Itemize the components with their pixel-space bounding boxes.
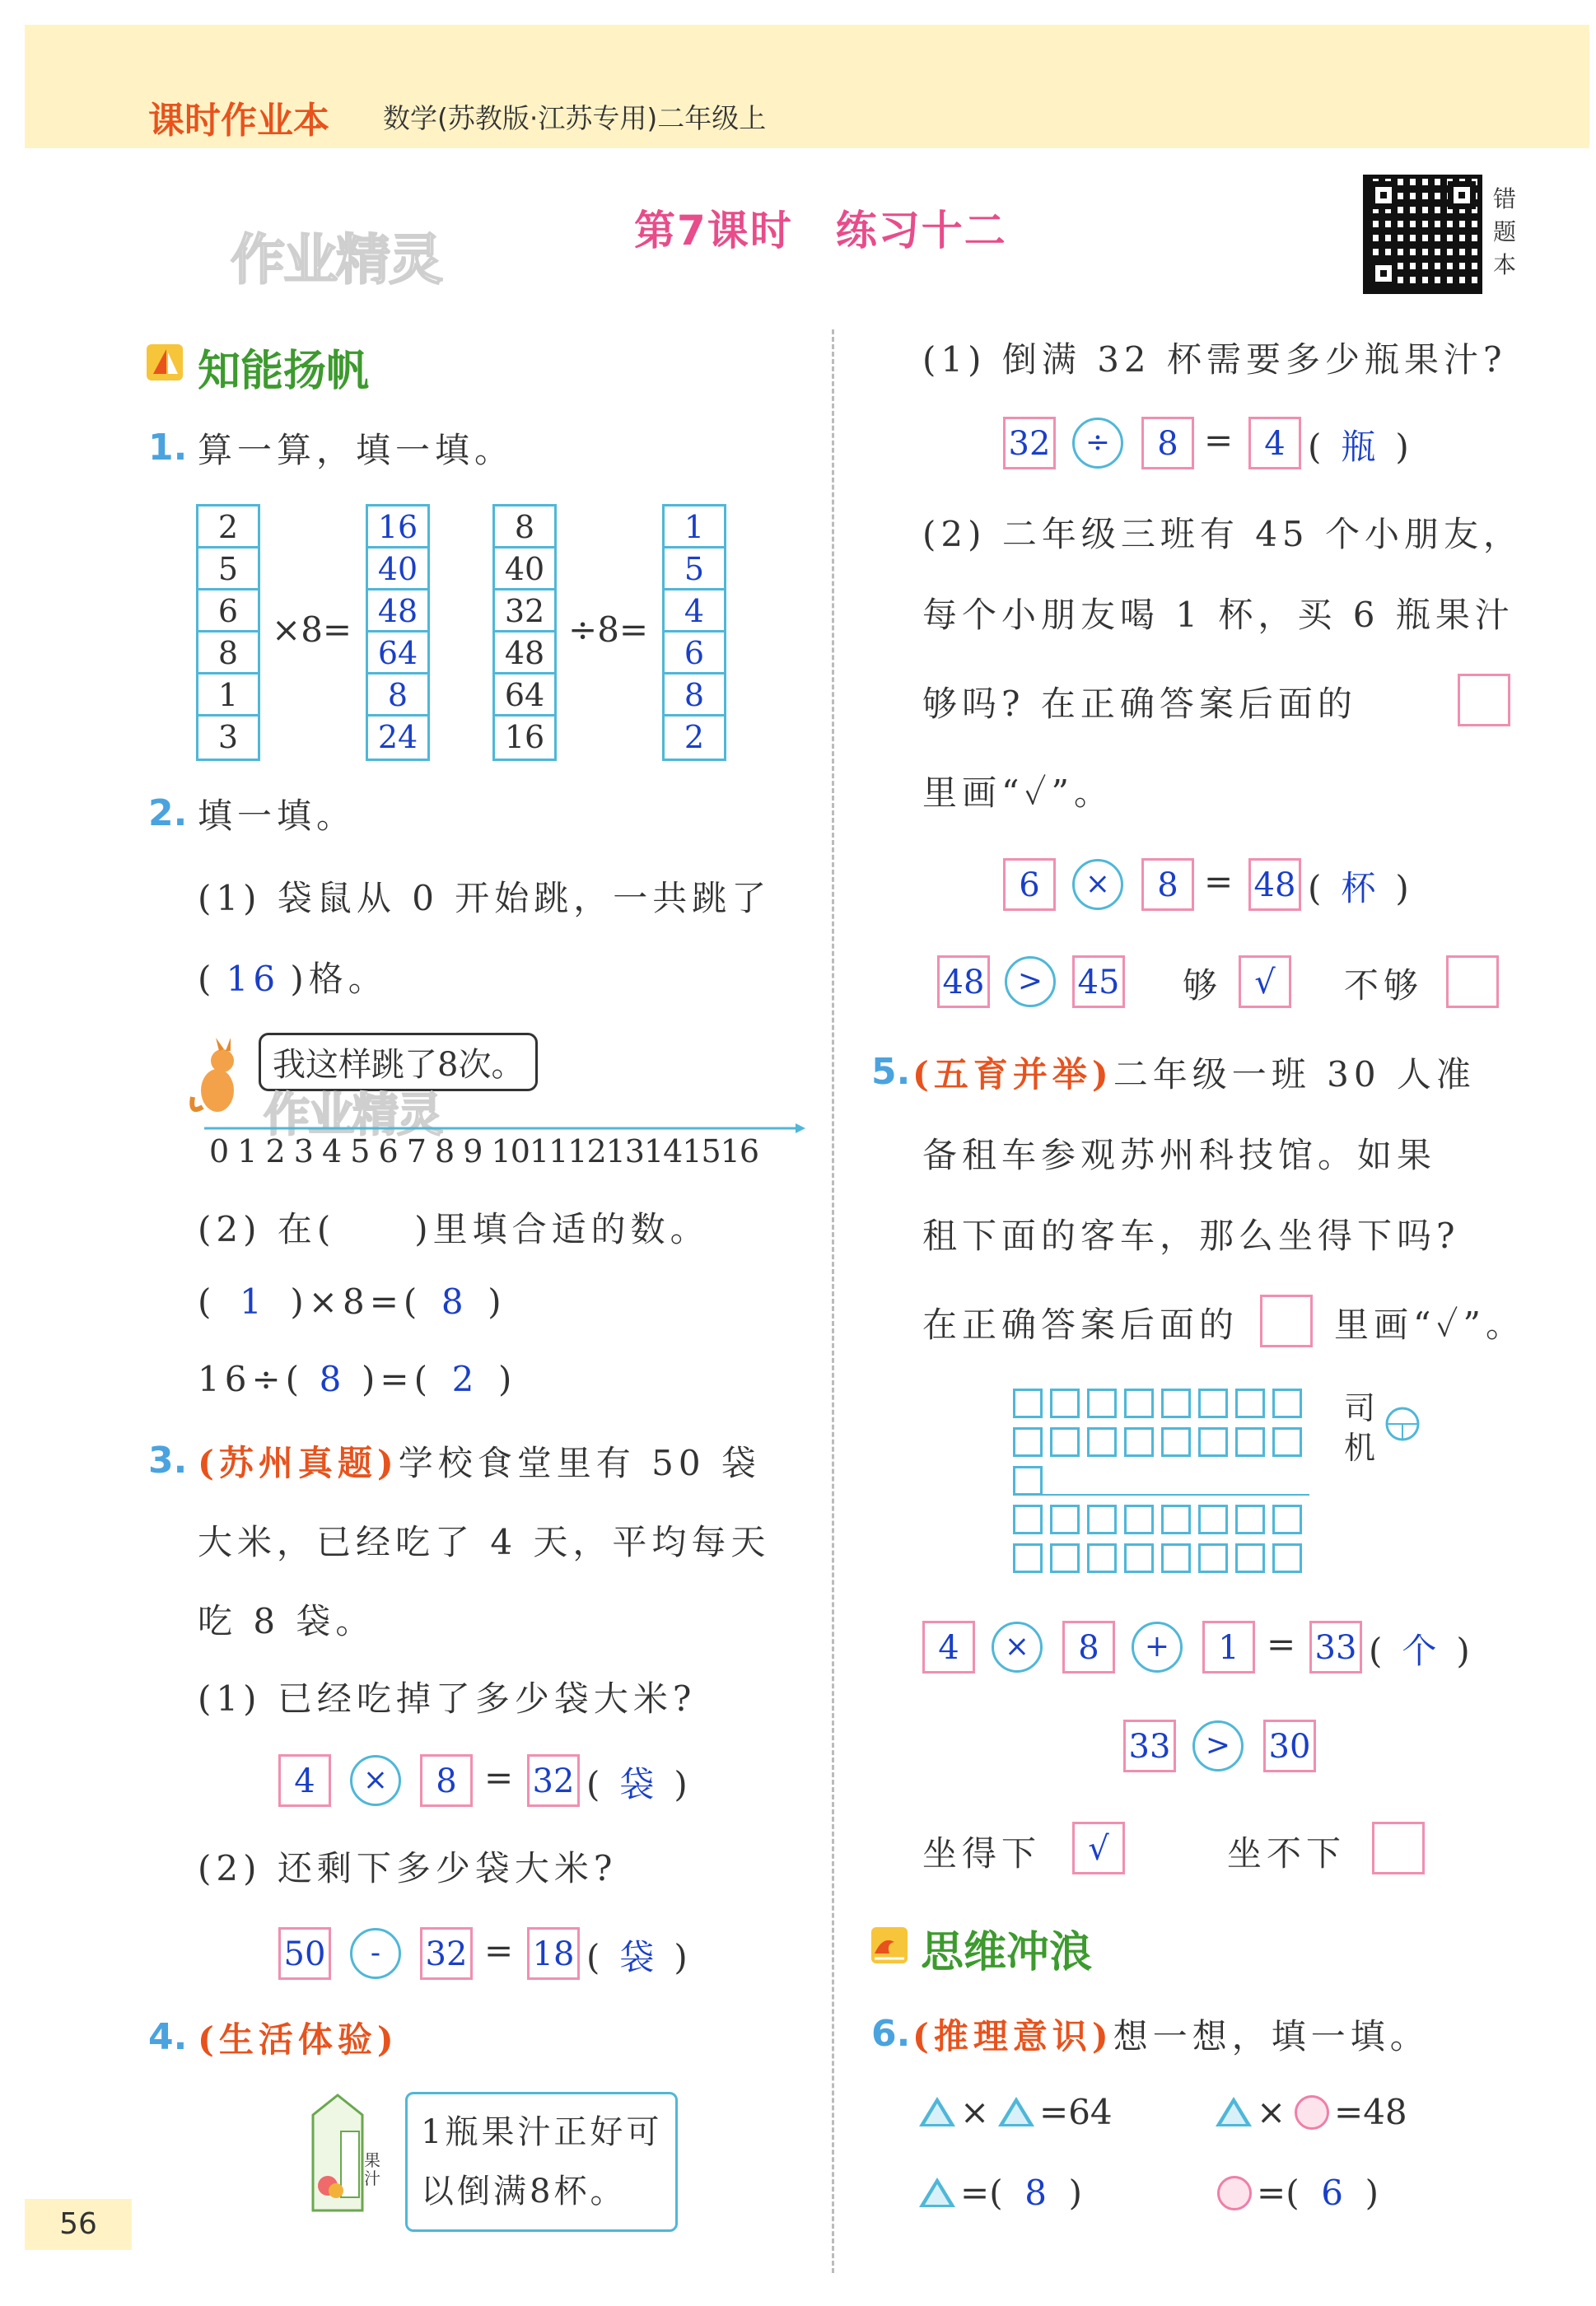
option-label: 坐不下	[1227, 1833, 1346, 1874]
unit-blank: ( 个 )	[1369, 1631, 1470, 1671]
bus-seat	[1087, 1389, 1117, 1418]
unit-blank: ( 袋 )	[586, 1937, 688, 1977]
equation-line: ( 1 )×8=( 8 )	[198, 1281, 506, 1322]
equals-sign: =	[484, 1930, 514, 1971]
equals-sign: =	[1204, 420, 1234, 460]
answer-box[interactable]: 32	[1003, 417, 1056, 469]
bus-seat	[1198, 1505, 1228, 1534]
watermark: 作业精灵	[231, 228, 441, 292]
table-cell: 3	[217, 719, 239, 755]
answer-box[interactable]: 18	[527, 1927, 580, 1980]
unit-blank: ( 袋 )	[586, 1764, 688, 1804]
legend-checkbox	[1260, 1295, 1313, 1347]
answer-box[interactable]: 33	[1123, 1720, 1176, 1772]
book-subject: 数学(苏教版·江苏专用)二年级上	[383, 102, 767, 134]
answer-box[interactable]: 4	[278, 1754, 331, 1807]
table-cell: 5	[198, 548, 258, 591]
bus-seat	[1161, 1505, 1191, 1534]
answer-cell[interactable]: 8	[368, 675, 427, 717]
equation-line: 16÷( 8 )=( 2 )	[198, 1359, 517, 1399]
operator-circle[interactable]: ×	[1072, 859, 1123, 910]
question-text: 吃 8 袋。	[198, 1601, 376, 1641]
equation-result: =64	[1039, 2092, 1113, 2132]
question-number: 3.	[148, 1440, 188, 1482]
answer-checkbox[interactable]: √	[1239, 955, 1291, 1008]
answer-box[interactable]: 30	[1263, 1720, 1316, 1772]
speech-bubble: 1瓶果汁正好可 以倒满8杯。	[405, 2092, 678, 2232]
answer-cell[interactable]: 4	[665, 591, 724, 633]
bus-seat	[1235, 1427, 1265, 1457]
table-cell: 16	[504, 719, 545, 755]
answer-checkbox[interactable]	[1372, 1822, 1425, 1874]
operator-circle[interactable]: ×	[992, 1622, 1043, 1673]
question-part: 里画“✓”。	[922, 773, 1114, 813]
answer-cell[interactable]: 1	[665, 506, 724, 548]
circle-icon	[1295, 2095, 1329, 2130]
bus-seat	[1161, 1543, 1191, 1573]
section-title-zhineng: 知能扬帆	[198, 347, 370, 396]
bus-seat	[1087, 1505, 1117, 1534]
answer-box[interactable]: 45	[1072, 955, 1125, 1008]
bus-seat	[1124, 1389, 1154, 1418]
bus-seat	[1124, 1427, 1154, 1457]
answer-box[interactable]: 48	[937, 955, 990, 1008]
bus-seat	[1235, 1505, 1265, 1534]
answer-box[interactable]: 8	[1141, 417, 1194, 469]
bus-seat	[1198, 1543, 1228, 1573]
bus-seat	[1124, 1543, 1154, 1573]
watermark: 作业精灵	[264, 1089, 441, 1142]
option-label: 坐得下	[922, 1833, 1042, 1874]
bus-seat	[1272, 1505, 1302, 1534]
question-number: 5.	[871, 1051, 911, 1093]
operator-text: ×8=	[272, 609, 352, 650]
operator-circle[interactable]: >	[1192, 1720, 1244, 1772]
triangle-icon	[919, 2097, 955, 2126]
bus-seat	[1013, 1505, 1043, 1534]
question-text: 大米，已经吃了 4 天，平均每天	[198, 1522, 771, 1562]
answer-box[interactable]: 32	[420, 1927, 473, 1980]
table-cell: 8	[495, 506, 554, 548]
answer-box[interactable]: 32	[527, 1754, 580, 1807]
bus-seat	[1124, 1505, 1154, 1534]
operator-circle[interactable]: +	[1132, 1622, 1183, 1673]
answer-blank[interactable]: 1	[240, 1281, 267, 1322]
question-text: (推理意识)想一想，填一填。	[912, 2016, 1430, 2056]
answer-box[interactable]: 8	[1141, 858, 1194, 911]
table-cell: 64	[495, 675, 554, 717]
bus-seat	[1013, 1543, 1043, 1573]
bus-seat	[1013, 1427, 1043, 1457]
question-part: (2) 二年级三班有 45 个小朋友，	[922, 514, 1523, 554]
answer-blank[interactable]: 8	[319, 1359, 347, 1399]
question-number: 6.	[871, 2013, 911, 2055]
bus-seat	[1050, 1505, 1080, 1534]
operator-text: ÷8=	[568, 609, 649, 650]
question-text: 里画“✓”。	[1334, 1305, 1526, 1345]
steering-wheel-icon	[1384, 1405, 1421, 1446]
question-part: ( 16 )格。	[198, 959, 388, 999]
equals-sign: =	[1204, 861, 1234, 902]
answer-cell[interactable]: 8	[665, 675, 724, 717]
table-answer-col-2	[662, 504, 726, 761]
question-part: (1) 已经吃掉了多少袋大米?	[198, 1678, 697, 1719]
bus-seat	[1235, 1389, 1265, 1418]
equals-sign: =	[484, 1758, 514, 1798]
number-line-labels: 0 1 2 3 4 5 6 7 8 9 10111213141516	[209, 1133, 759, 1169]
question-number: 2.	[148, 792, 188, 834]
circle-icon	[1217, 2176, 1252, 2210]
question-text: 算一算，填一填。	[198, 430, 515, 470]
carton-label: 果汁	[364, 2150, 380, 2188]
sail-icon	[147, 344, 183, 380]
unit-blank: ( 瓶 )	[1308, 427, 1409, 467]
answer-cell[interactable]: 24	[377, 719, 418, 755]
operator-circle[interactable]: -	[350, 1928, 401, 1979]
bus-seat	[1161, 1389, 1191, 1418]
answer-blank[interactable]: 2	[451, 1359, 479, 1399]
operator-circle[interactable]: ÷	[1072, 418, 1123, 469]
bus-seat	[1198, 1389, 1228, 1418]
qr-label: 错 题 本	[1492, 185, 1516, 278]
question-part: (2) 还剩下多少袋大米?	[198, 1848, 618, 1888]
bus-seat	[1272, 1543, 1302, 1573]
answer-checkbox[interactable]: √	[1072, 1822, 1125, 1874]
table-cell: 2	[198, 506, 258, 548]
juice-carton-icon	[305, 2090, 371, 2214]
table-left-col	[196, 504, 260, 761]
driver-label: 司机	[1344, 1390, 1376, 1466]
unit-blank: ( 杯 )	[1308, 868, 1409, 908]
question-text: 填一填。	[198, 796, 357, 836]
question-text: 租下面的客车，那么坐得下吗?	[922, 1216, 1460, 1256]
option-label: 不够	[1344, 965, 1424, 1006]
question-text: 在正确答案后面的	[922, 1305, 1239, 1345]
bus-seat	[1013, 1466, 1043, 1496]
answer-box[interactable]: 50	[278, 1927, 331, 1980]
equation-result: =48	[1334, 2092, 1407, 2132]
answer-cell[interactable]: 6	[665, 633, 724, 675]
triangle-icon	[919, 2178, 955, 2207]
answer-line: =( 6 )	[1257, 2173, 1379, 2213]
wave-icon	[871, 1927, 908, 1963]
table-cell: 1	[198, 675, 258, 717]
answer-box[interactable]: 33	[1309, 1621, 1362, 1673]
bus-seat	[1050, 1389, 1080, 1418]
question-number: 4.	[148, 2016, 188, 2058]
answer-line: =( 8 )	[960, 2173, 1082, 2213]
legend-checkbox	[1458, 674, 1510, 726]
bus-seat	[1050, 1543, 1080, 1573]
operator-text: ×	[960, 2092, 990, 2132]
table-cell: 48	[495, 633, 554, 675]
lesson-title: 第7课时 练习十二	[634, 207, 1007, 254]
answer-blank[interactable]: 8	[1024, 2173, 1047, 2213]
section-title-siwei: 思维冲浪	[921, 1928, 1093, 1977]
question-part: 每个小朋友喝 1 杯，买 6 瓶果汁	[922, 595, 1514, 635]
equals-sign: =	[1267, 1624, 1296, 1664]
brand-name: 课时作业本	[148, 100, 329, 142]
bus-seat	[1050, 1427, 1080, 1457]
option-label: 够	[1183, 965, 1223, 1006]
answer-cell[interactable]: 16	[368, 506, 427, 548]
answer-blank[interactable]: 16	[226, 959, 281, 999]
table-left-col-2	[492, 504, 557, 761]
operator-circle[interactable]: >	[1005, 956, 1056, 1007]
column-divider	[832, 329, 834, 2273]
answer-blank[interactable]: 8	[441, 1281, 469, 1322]
question-text: (五育并举)二年级一班 30 人准	[912, 1054, 1476, 1095]
speech-bubble: 我这样跳了8次。	[259, 1033, 538, 1091]
bus-seat	[1087, 1543, 1117, 1573]
aisle-line	[1013, 1494, 1309, 1496]
triangle-icon	[998, 2097, 1034, 2126]
bus-seat	[1235, 1543, 1265, 1573]
answer-cell[interactable]: 64	[368, 633, 427, 675]
answer-box[interactable]: 1	[1202, 1621, 1255, 1673]
bus-seat-diagram	[1013, 1389, 1334, 1586]
answer-box[interactable]: 4	[1248, 417, 1301, 469]
table-cell: 32	[495, 591, 554, 633]
answer-cell[interactable]: 2	[684, 719, 705, 755]
bus-seat	[1272, 1389, 1302, 1418]
answer-box[interactable]: 4	[922, 1621, 975, 1673]
answer-cell[interactable]: 40	[368, 548, 427, 591]
question-number: 1.	[148, 427, 188, 469]
bus-seat	[1013, 1389, 1043, 1418]
answer-box[interactable]: 48	[1248, 858, 1301, 911]
question-part: (1) 倒满 32 杯需要多少瓶果汁?	[922, 339, 1507, 380]
kangaroo-icon	[189, 1036, 247, 1118]
bus-seat	[1272, 1427, 1302, 1457]
answer-box[interactable]: 8	[1062, 1621, 1115, 1673]
answer-checkbox[interactable]	[1446, 955, 1499, 1008]
bus-seat	[1198, 1427, 1228, 1457]
operator-circle[interactable]: ×	[350, 1755, 401, 1806]
bus-seat	[1161, 1427, 1191, 1457]
table-cell: 8	[198, 633, 258, 675]
qr-code-icon[interactable]	[1363, 175, 1482, 294]
table-cell: 40	[495, 548, 554, 591]
answer-cell[interactable]: 5	[665, 548, 724, 591]
bus-seat	[1087, 1427, 1117, 1457]
question-text: (苏州真题)学校食堂里有 50 袋	[198, 1443, 761, 1483]
question-tag: (生活体验)	[198, 2019, 399, 2060]
question-part: 够吗? 在正确答案后面的	[922, 684, 1357, 724]
table-cell: 6	[198, 591, 258, 633]
question-part: (1) 袋鼠从 0 开始跳，一共跳了	[198, 878, 772, 918]
answer-box[interactable]: 8	[420, 1754, 473, 1807]
triangle-icon	[1216, 2097, 1252, 2126]
question-part: (2) 在( )里填合适的数。	[198, 1209, 710, 1249]
answer-box[interactable]: 6	[1003, 858, 1056, 911]
operator-text: ×	[1257, 2092, 1286, 2132]
answer-blank[interactable]: 6	[1321, 2173, 1343, 2213]
question-text: 备租车参观苏州科技馆。如果	[922, 1135, 1437, 1175]
answer-cell[interactable]: 48	[368, 591, 427, 633]
table-answer-col	[366, 504, 430, 761]
page-number: 56	[25, 2199, 132, 2250]
